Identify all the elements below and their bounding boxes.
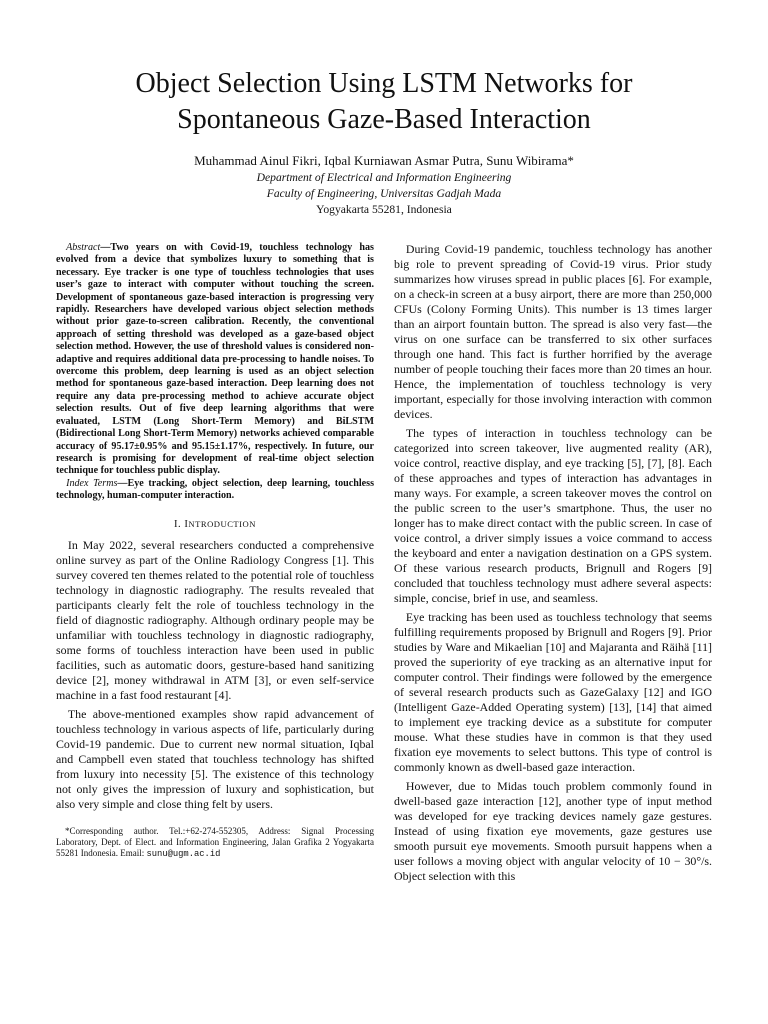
body-paragraph-eye-tracking: Eye tracking has been used as touchless technology that seems fulfilling requirements proposed by Brignull and Rogers [9]. Prior studies by Ware and Mikaelian [10] and Majaranta and Räihä [11] proved the superiority of eye tracking as an alternative input for computer control. Their findings were followed by the emergence of several research products such as GazeGalaxy [12] and IGO (Intelligent Gaze-Added Operating system) [13], [14] that aimed to implement eye tracking device as a substitute for computer mouse. What these studies have in common is that they used fixation eye movements to select buttons. This type of control is commonly known as dwell-based gaze interaction.: [394, 610, 712, 774]
title-line-1: Object Selection Using LSTM Networks for: [135, 68, 633, 99]
title-line-2: Spontaneous Gaze-Based Interaction: [177, 104, 591, 135]
footnote-email: sunu@ugm.ac.id: [146, 848, 221, 859]
index-terms: [56, 478, 374, 503]
body-paragraph-interaction-types: The types of interaction in touchless technology can be categorized into screen takeover, live augmented reality (AR), voice control, reactive display, and eye tracking [5], [7], [8]. Each of these approaches and types of interaction has advantages in many ways. For example, a screen takeover moves the control on the public screen to the user’s smartphone. Thus, the user no longer has to make direct contact with the public screen. In case of voice control, a driver simply issues a voice command to access the keyboard and enter a navigation destination on a GPS system. Of these various research products, Brignull and Rogers [9] concluded that touchless technology must adhere several aspects: simple, concise, brief in use, and seamless.: [394, 426, 712, 605]
body-paragraph-covid: During Covid-19 pandemic, touchless technology has another big role to prevent spreading of Covid-19 virus. Prior study summarizes how viruses spread in public places [6]. For example, on a check-in screen at a busy airport, there are more than 250,000 CFUs (Colony Forming Units). This number is 13 times larger than an airport fountain button. The spread is also very fast—the virus on one surface can be transferred to six other surfaces through one hand. This fact is further horrified by the average number of people touching their faces more than 20 times an hour. Hence, the implementation of touchless technology is very important, especially for those involving interaction with common devices.: [394, 242, 712, 421]
index-terms-text: —Eye tracking, object selection, deep learning, touchless technology, human-computer interaction.: [56, 477, 374, 502]
affiliation-city: Yogyakarta 55281, Indonesia: [316, 203, 452, 216]
intro-paragraph-1: In May 2022, several researchers conducted a comprehensive online survey as part of the Online Radiology Congress [1]. This survey covered ten themes related to the potential role of touchless technology in diagnostic radiography. The results revealed that participants clearly felt the role of touchless technology in the field of diagnostic radiography. Although ordinary people may be unfamiliar with touchless technology in diagnostic radiography, some forms of touchless interaction have been used in public facilities, such as automatic doors, gesture-based hand sanitizing device [2], money withdrawal in ATM [3], or even self-service machine in a fast food restaurant [4].: [56, 537, 374, 702]
affiliation-faculty: Faculty of Engineering, Universitas Gadjah Mada: [266, 187, 502, 200]
author-list: Muhammad Ainul Fikri, Iqbal Kurniawan Asmar Putra, Sunu Wibirama*: [194, 153, 574, 168]
abstract-text: —Two years on with Covid-19, touchless technology has evolved from a device that symbolizes luxury to something that is necessary. Eye tracker is one type of touchless technologies that uses user’s gaze to interact with computer without touching the screen. Development of spontaneous gaze-based interaction is progressing very rapidly. Researchers have developed various object selection methods without prior gaze-to-screen calibration. Recently, the conventional approach of setting threshold was developed as a gaze-based object selection method. However, the use of threshold values is considered non-adaptive and requires additional data pre-processing to handle noises. To overcome this problem, deep learning is used as an object selection method for spontaneous gaze-based interaction. Deep learning does not require any data pre-processing method to achieve accurate object selection results. Out of five deep learning algorithms that were evaluated, LSTM (Long Short-Term Memory) and BiLSTM (Bidirectional Long Short-Term Memory) networks achieved comparable accuracy of 95.17±0.95% and 95.15±1.17%, respectively. In future, our research is promising for development of real-time object selection technique for touchless public display.: [56, 242, 374, 477]
body-paragraph-midas-touch: However, due to Midas touch problem commonly found in dwell-based gaze interaction [12], another type of input method was developed for eye tracking devices namely gaze gestures. Instead of using fixation eye movements, gaze gestures use smooth pursuit eye movements. Smooth pursuit happens when a user follows a moving object with angular velocity of 10 − 30°/s. Object selection with this: [394, 779, 712, 883]
section-rest: NTRODUCTION: [188, 518, 256, 529]
abstract: [56, 242, 374, 478]
section-heading-introduction: [56, 517, 374, 532]
index-terms-label: Index Terms: [66, 477, 118, 489]
intro-paragraph-2: The above-mentioned examples show rapid advancement of touchless technology in various aspects of life, particularly during Covid-19 pandemic. Due to current new normal situation, Iqbal and Campbell even stated that touchless technology has shifted from luxury into necessity [5]. The existence of this technology not only gives the impression of luxury and sophistication, but also very simple and close thing felt by users.: [56, 706, 374, 811]
paper-title: [0, 66, 768, 138]
affiliation: [0, 170, 768, 218]
right-column: [394, 242, 712, 888]
left-column: [56, 242, 374, 860]
section-first-letter: I: [184, 518, 189, 530]
corresponding-author-footnote: [56, 826, 374, 860]
footnote-text: *Corresponding author. Tel.:+62-274-552305, Address: Signal Processing Laboratory, Dept. of Elect. and Information Engineering, Jalan Grafika 2 Yogyakarta 55281 Indonesia. Email:: [56, 825, 374, 858]
section-numeral: I.: [174, 518, 185, 530]
affiliation-department: Department of Electrical and Information Engineering: [256, 171, 512, 184]
abstract-label: Abstract: [66, 242, 101, 253]
